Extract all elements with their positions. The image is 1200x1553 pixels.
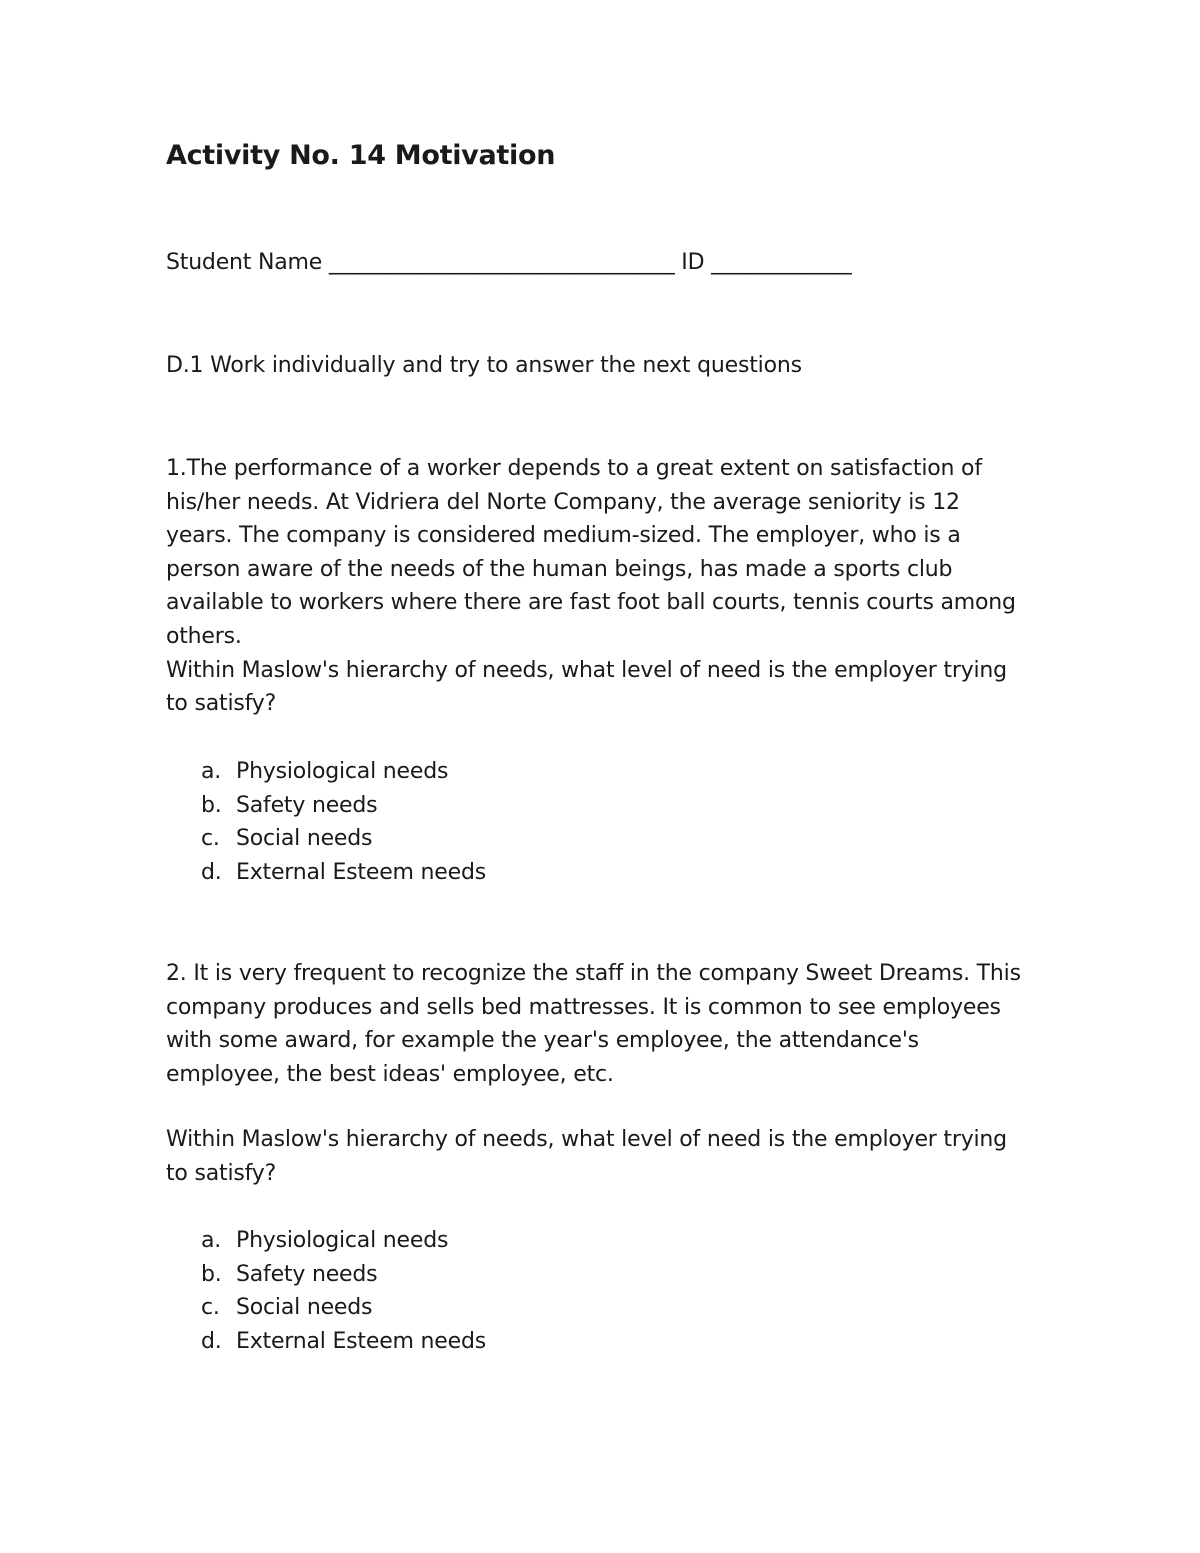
page-title: Activity No. 14 Motivation: [166, 140, 556, 171]
option-letter: d.: [201, 859, 222, 885]
option-letter: b.: [201, 792, 222, 818]
option-item: [166, 789, 486, 823]
option-letter: b.: [201, 1261, 222, 1287]
question-2-text: 2. It is very frequent to recognize the staff in the company Sweet Dreams. This company produces and sells bed mattresses. It is common to see employees with some award, for example the year's employee, the attendance's employee, the best ideas' employee, etc.: [166, 961, 1021, 1087]
instruction-text: D.1 Work individually and try to answer the next questions: [166, 353, 802, 378]
option-letter: c.: [201, 826, 220, 852]
option-letter: d.: [201, 1328, 222, 1354]
option-letter: a.: [201, 1228, 222, 1253]
option-item: [166, 822, 486, 856]
option-label: External Esteem needs: [236, 1328, 486, 1354]
question-1-text: 1.The performance of a worker depends to a great extent on satisfaction of his/her needs. At Vidriera del Norte Company, the average seniority is 12 years. The company is considered medium-sized. The employer, who is a person aware of the needs of the human beings, has made a sports club available to workers where there are fast foot ball courts, tennis courts among others.: [166, 456, 1016, 649]
option-letter: a.: [201, 759, 222, 784]
option-label: Safety needs: [236, 1261, 378, 1287]
option-item: [166, 1258, 486, 1292]
question-1-prompt: Within Maslow's hierarchy of needs, what level of need is the employer trying to satisfy?: [166, 657, 1007, 717]
option-label: Social needs: [236, 826, 373, 852]
option-item: [166, 1291, 486, 1325]
option-label: Social needs: [236, 1295, 373, 1321]
question-2: [166, 957, 1021, 1091]
question-1-options: [166, 755, 486, 889]
option-item: [166, 856, 486, 890]
option-label: External Esteem needs: [236, 859, 486, 885]
option-item: [166, 1325, 486, 1359]
question-2-options: [166, 1224, 486, 1358]
question-2-prompt-block: [166, 1123, 1021, 1190]
option-letter: c.: [201, 1295, 220, 1321]
question-1: [166, 452, 1021, 721]
option-item: [166, 755, 486, 789]
option-label: Physiological needs: [236, 759, 449, 784]
option-label: Physiological needs: [236, 1228, 449, 1253]
question-2-prompt: Within Maslow's hierarchy of needs, what level of need is the employer trying to satisfy?: [166, 1127, 1007, 1186]
student-name-id-line: Student Name ________________________________ ID _____________: [166, 250, 852, 275]
option-label: Safety needs: [236, 792, 378, 818]
option-item: [166, 1224, 486, 1258]
